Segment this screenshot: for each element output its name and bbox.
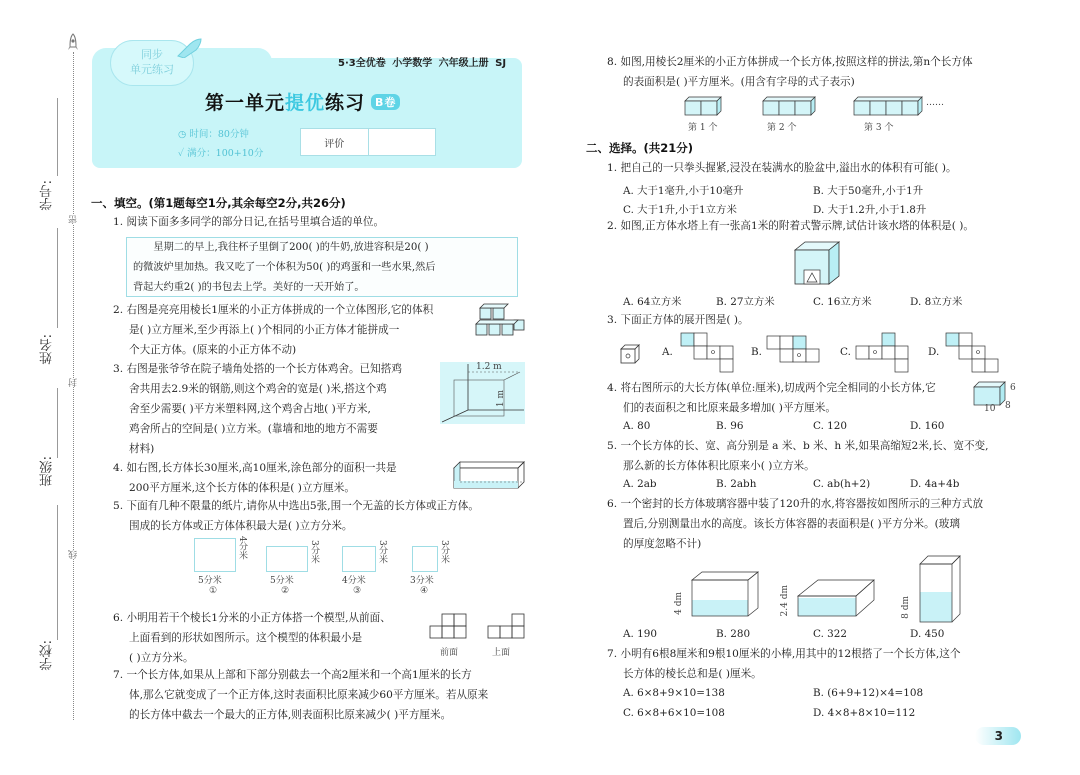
field-line [57,505,58,640]
question-1-7: 7. 一个长方体,如果从上部和下部分别截去一个高2厘米和一个高1厘米的长方 体,那么它就变成了一个正方体,这时表面积比原来减少60平方厘米。若从原来 的长方体中截去一个最大的正方体,则表面积比原来减少( )平方厘米。 [113,669,489,721]
card-1 [194,538,236,572]
choice-4-option-b[interactable]: B. 96 [716,420,744,432]
evaluation-field[interactable] [369,129,436,155]
choice-7-option-d[interactable]: D. 4×8+8×10=112 [813,707,916,719]
school-label: 学校: [40,640,55,671]
page-title: 第一单元提优练习 B卷 [205,88,400,115]
choice-3-option-d[interactable]: D. [928,346,940,358]
question-1-8: 8. 如图,用棱长2厘米的小正方体拼成一个长方体,按照这样的拼法,第n个长方体 的表面积是( )平方厘米。(用含有字母的式子表示) [607,56,973,88]
net-c-figure [855,332,915,374]
three-view-figure [428,612,528,642]
choice-question-2: 2. 如图,正方体水塔上有一张高1米的附着式警示牌,试估计该水塔的体积是( )。 [607,220,974,232]
evaluation-box [300,128,436,156]
page-number: 3 [975,727,1021,745]
paper-b-badge: B卷 [371,94,400,110]
question-1-3: 3. 右图是张爷爷在院子墙角处搭的一个长方体鸡舍。已知搭鸡 舍共用去2.9米的钢筋,则这个鸡舍的宽是( )米,搭这个鸡 舍至少需要( )平方米塑料网,这个鸡舍占地( )平方米, 鸡舍所占的空间是( )立方米。(靠墙和地的地方不需要 材料) [113,363,402,455]
diary-box: 星期二的早上,我往杯子里倒了200( )的牛奶,放进容积是20( ) 的微波炉里加热。我又吃了一个体积为50( )的鸡蛋和一些水果,然后 背起大约重2( )的书包去上学。美好的一天开始了。 [126,237,518,297]
choice-1-option-a[interactable]: A. 大于1毫升,小于10毫升 [623,185,744,197]
choice-3-option-b[interactable]: B. [751,346,762,358]
choice-2-option-c[interactable]: C. 16立方米 [813,296,872,308]
choice-7-option-c[interactable]: C. 6×8+6×10=108 [623,707,725,719]
field-line [57,98,58,176]
choice-5-option-b[interactable]: B. 2abh [716,478,757,490]
choice-2-option-d[interactable]: D. 8立方米 [910,296,963,308]
choice-4-option-a[interactable]: A. 80 [623,420,651,432]
cuboid-3-cubes [762,96,816,116]
choice-question-1: 1. 把自己的一只拳头握紧,浸没在装满水的脸盆中,溢出水的体积有可能( )。 [607,162,957,174]
net-d-figure [945,332,1001,374]
cut-mark-line: 线 [69,550,79,559]
card-3 [342,546,376,572]
choice-7-option-b[interactable]: B. (6+9+12)×4=108 [813,687,924,699]
cut-mark-seal: 封 [69,378,79,387]
question-1-1: 1. 阅读下面多多同学的部分日记,在括号里填合适的单位。 [113,216,385,228]
clock-icon: ◷ [178,129,190,140]
top-view-label: 上面 [492,648,511,658]
choice-5-option-a[interactable]: A. 2ab [623,478,657,490]
question-1-2: 2. 右图是亮亮用棱长1厘米的小正方体拼成的一个立体图形,它的体积 是( )立方厘米,至少再添上( )个相同的小正方体才能拼成一 个大正方体。(原来的小正方体不动) [113,304,434,356]
name-label: 姓名: [40,334,55,365]
container-tall-figure [918,554,962,624]
choice-1-option-c[interactable]: C. 大于1升,小于1立方米 [623,204,737,216]
choice-6-option-b[interactable]: B. 280 [716,628,751,640]
choice-2-option-b[interactable]: B. 27立方米 [716,296,775,308]
question-1-6: 6. 小明用若干个棱长1分米的小正方体搭一个模型,从前面、 上面看到的形状如图所示。这个模型的体积最小是 ( )立方分米。 [113,612,391,664]
cube-stack-figure [474,302,526,340]
chicken-coop-figure: 1.2 m 1 m [440,362,525,424]
card-2 [266,546,308,572]
container-flat-figure [796,578,876,618]
field-line [57,388,58,458]
choice-6-option-c[interactable]: C. 322 [813,628,848,640]
choice-4-option-d[interactable]: D. 160 [910,420,945,432]
cut-mark-seal: 密 [69,215,79,224]
section-fill-blank-heading: 一、填空。(第1题每空1分,其余每空2分,共26分) [91,196,346,210]
cube-with-circle-figure [620,344,640,364]
choice-question-3: 3. 下面正方体的展开图是( )。 [607,314,749,326]
choice-question-6: 6. 一个密封的长方体玻璃容器中装了120升的水,将容器按如图所示的三种方式放 置后,分别测量出水的高度。该长方体容器的表面积是( )平方分米。(玻璃 的厚度忽略不计) [607,498,984,550]
choice-3-option-c[interactable]: C. [840,346,851,358]
evaluation-label: 评价 [301,129,369,155]
student-id-label: 学号: [40,180,55,211]
choice-6-option-d[interactable]: D. 450 [910,628,945,640]
rocket-icon [176,38,202,58]
check-icon: ✓ [178,148,188,159]
net-a-figure [680,332,736,374]
field-line [57,228,58,328]
time-limit: ◷ 时间：80分钟 [178,129,249,140]
container-upright-figure [690,570,760,618]
choice-5-option-c[interactable]: C. ab(h+2) [813,478,871,490]
cuboid-shaded-figure [452,460,526,490]
question-1-5: 5. 下面有几种不限量的纸片,请你从中选出5张,围一个无盖的长方体或正方体。 围成的长方体或正方体体积最大是( )立方分米。 [113,500,479,532]
class-label: 班级: [40,456,55,487]
unit-practice-cloud: 同步 单元练习 [110,40,194,86]
question-1-4: 4. 如右图,长方体长30厘米,高10厘米,涂色部分的面积一共是 200平方厘米,这个长方体的体积是( )立方厘米。 [113,462,397,494]
choice-question-7: 7. 小明有6根8厘米和9根10厘米的小棒,用其中的12根搭了一个长方体,这个 长方体的棱长总和是( )厘米。 [607,648,961,680]
choice-6-option-a[interactable]: A. 190 [623,628,657,640]
cuboid-4-cubes [853,96,923,116]
choice-5-option-d[interactable]: D. 4a+4b [910,478,960,490]
section-choice-heading: 二、选择。(共21分) [586,141,694,155]
choice-question-5: 5. 一个长方体的长、宽、高分别是 a 米、b 米、h 米,如果高缩短2米,长、宽不变, 那么新的长方体体积比原来小( )立方米。 [607,440,989,472]
cuboid-2-cubes [684,96,722,116]
card-4 [412,546,438,572]
choice-1-option-d[interactable]: D. 大于1.2升,小于1.8升 [813,204,927,216]
choice-1-option-b[interactable]: B. 大于50毫升,小于1升 [813,185,924,197]
choice-7-option-a[interactable]: A. 6×8+9×10=138 [623,687,725,699]
net-b-figure [766,335,826,365]
choice-3-option-a[interactable]: A. [662,346,673,358]
full-score: ✓ 满分：100+10分 [178,148,264,159]
front-view-label: 前面 [440,648,459,658]
water-tower-figure [793,240,841,286]
book-info: 5·3全优卷 小学数学 六年级上册 SJ [338,58,507,69]
choice-4-option-c[interactable]: C. 120 [813,420,848,432]
choice-question-4: 4. 将右图所示的大长方体(单位:厘米),切成两个完全相同的小长方体,它 们的表面积之和比原来最多增加( )平方厘米。 [607,382,936,414]
choice-2-option-a[interactable]: A. 64立方米 [623,296,682,308]
